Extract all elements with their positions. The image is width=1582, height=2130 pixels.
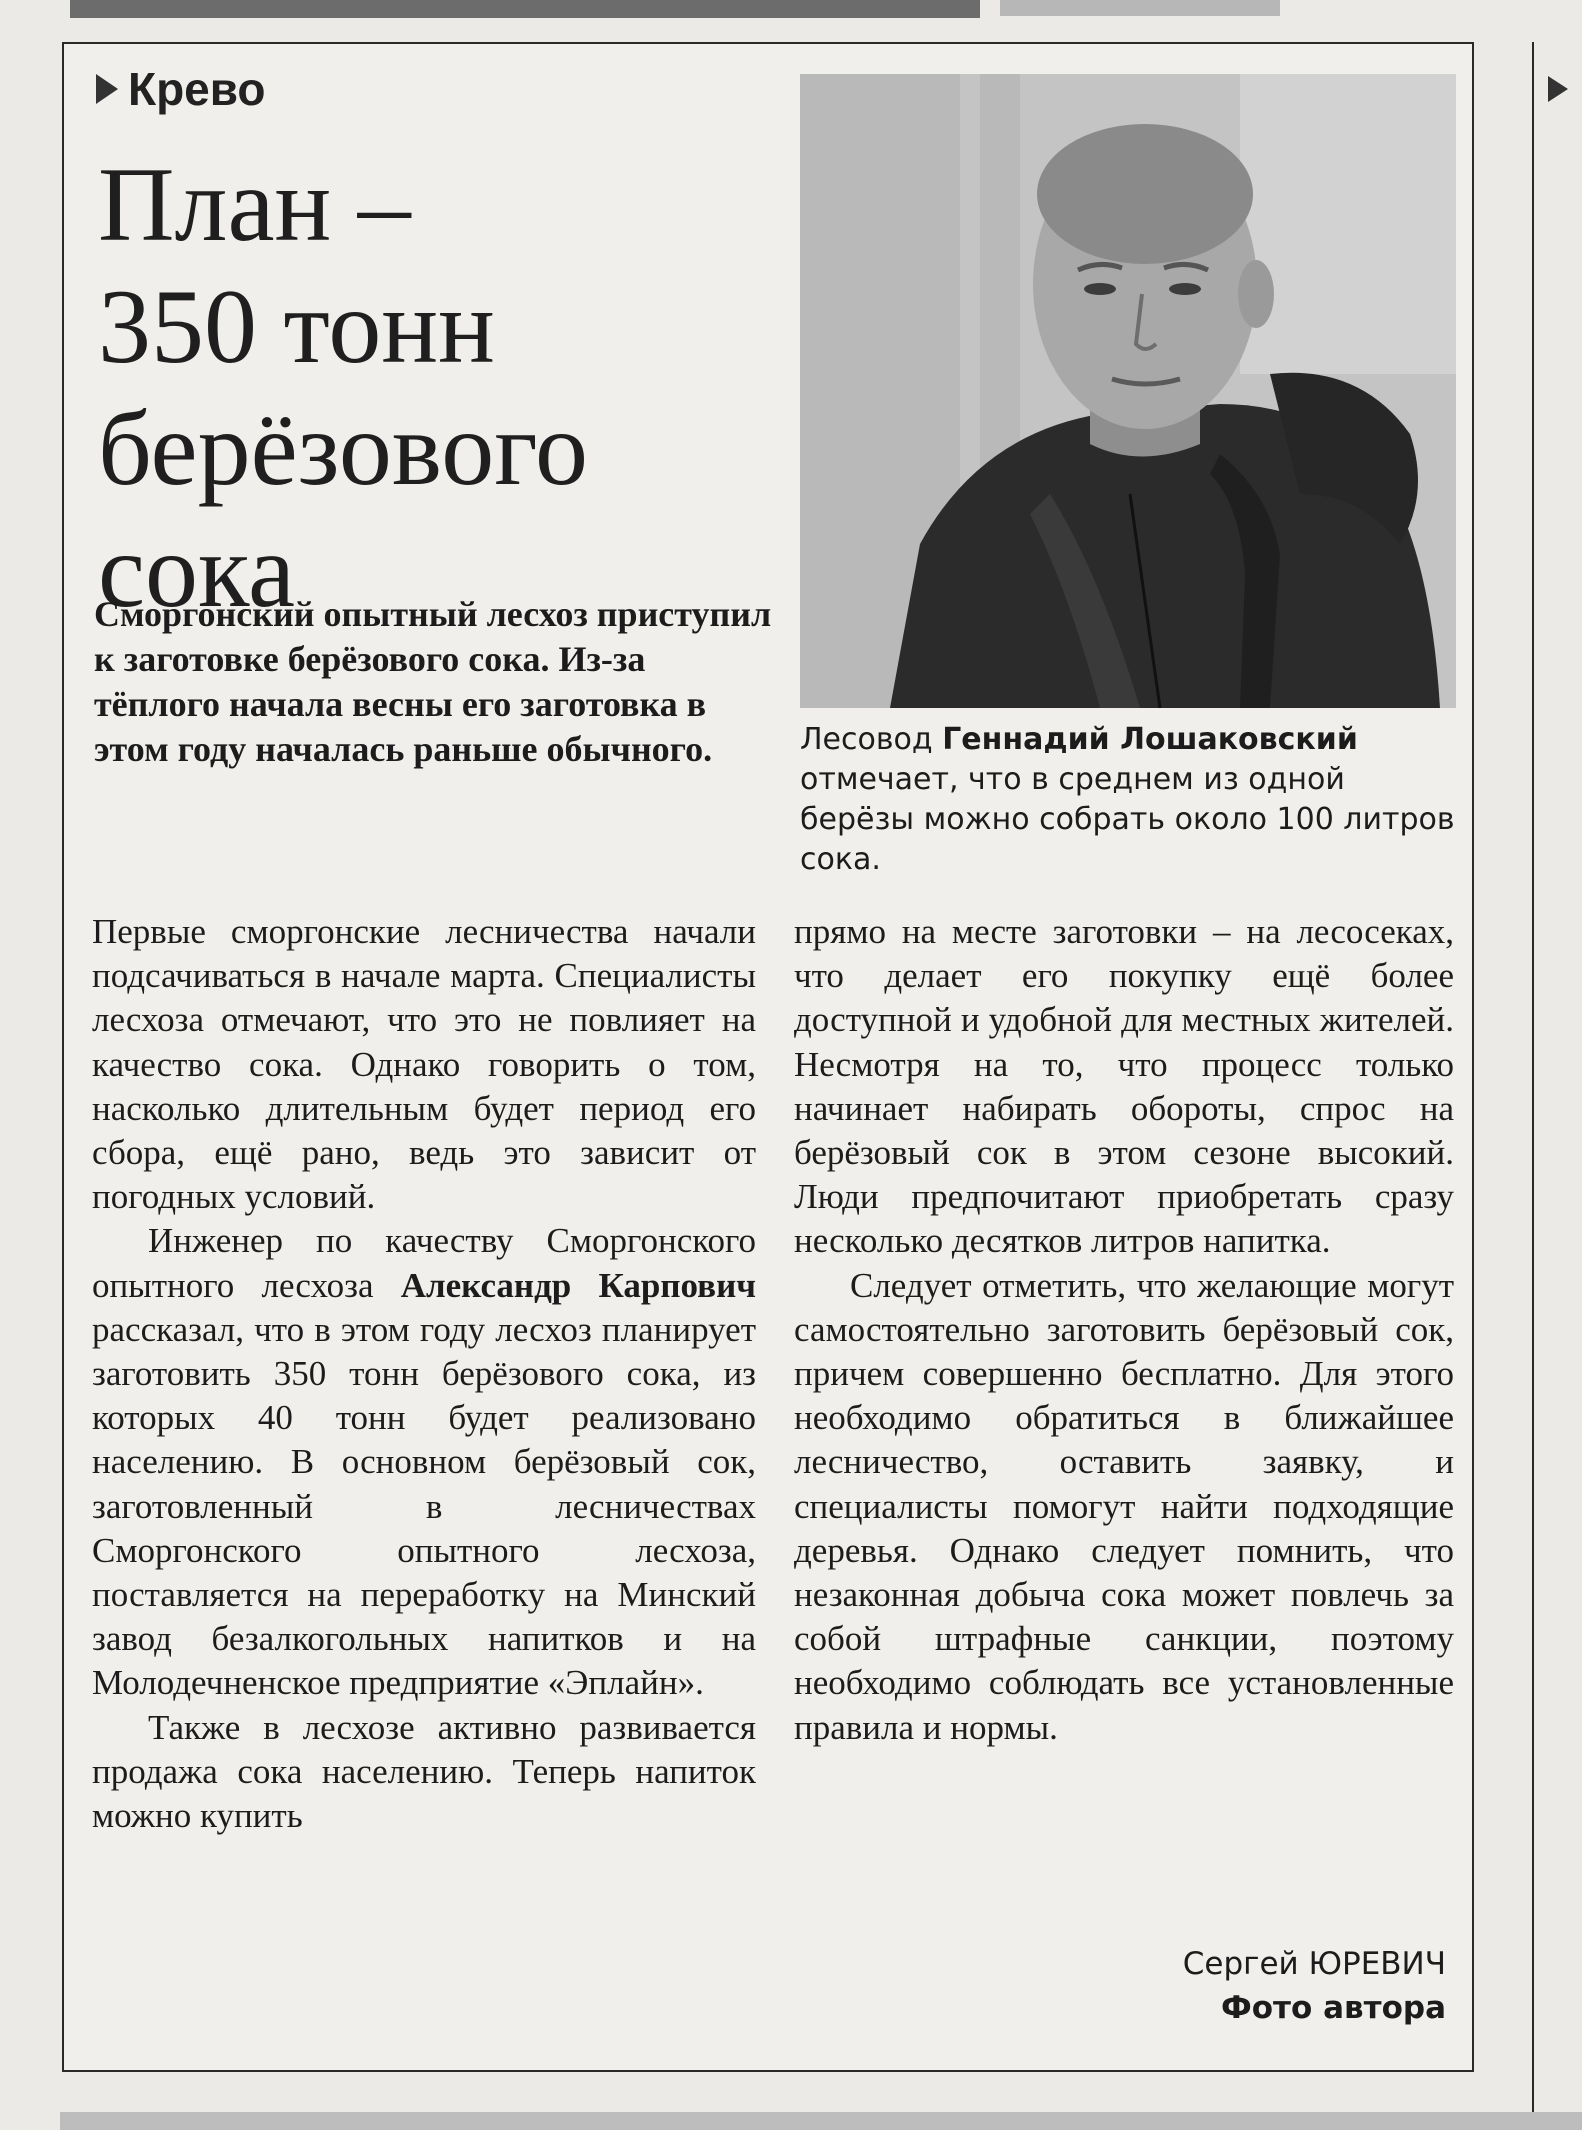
portrait-photo [800, 74, 1456, 708]
headline-line: сока [98, 512, 295, 629]
article-lead: Сморгонский опытный лесхоз приступил к заготовке берёзового сока. Из-за тёплого начала весны его заготовка в этом году началась раньше обычного. [94, 594, 772, 769]
caption-text: отмечает, что в среднем из одной берёзы можно собрать около 100 литров сока. [800, 762, 1455, 877]
caption-person-name: Геннадий Лошаковский [942, 722, 1358, 757]
section-rubric [96, 62, 266, 116]
triangle-marker-icon [1548, 76, 1568, 102]
paragraph: Первые сморгонские лесничества начали подсачиваться в начале марта. Специалисты лесхоза отмечают, что это не повлияет на качество сока. Однако говорить о том, насколько длительным будет период его сбора, ещё рано, ведь это зависит от погодных условий. [92, 912, 756, 1217]
author-name: Сергей ЮРЕВИЧ [1182, 1946, 1446, 1982]
text-column-2 [794, 910, 1454, 1750]
text-column-1 [92, 910, 756, 1838]
photo-caption [800, 720, 1456, 880]
bottom-page-edge [60, 2112, 1582, 2130]
byline [1183, 1942, 1446, 2030]
paragraph: прямо на месте заготовки – на лесосеках, что делает его покупку ещё более доступной и удобной для местных жителей. Несмотря на то, что процесс только начинает набирать обороты, спрос на берёзовый сок в этом сезоне высокий. Люди предпочитают приобретать сразу несколько десятков литров напитка. [794, 912, 1454, 1261]
paragraph [92, 1219, 756, 1705]
top-page-edge-right [1000, 0, 1280, 16]
headline-line: берёзового [98, 390, 589, 507]
headline-line: План – [98, 146, 411, 263]
paragraph-text: рассказал, что в этом году лесхоз планирует заготовить 350 тонн берёзового сока, из которых 40 тонн будет реализовано населению. В основном берёзовый сок, заготовленный в лесничествах Сморгонского опытного лесхоза, поставляется на переработку на Минский завод безалкогольных напитков и на Молодечненское предприятие «Эплайн». [92, 1309, 756, 1703]
person-name: Александр Карпович [400, 1265, 756, 1305]
newspaper-article [62, 42, 1474, 2072]
photo-credit: Фото автора [1220, 1990, 1446, 2026]
paragraph: Также в лесхозе активно развивается продажа сока населению. Теперь напиток можно купить [92, 1707, 756, 1836]
paragraph-text: Инженер по качеству Сморгонского опытного лесхоза [92, 1221, 756, 1305]
article-headline [98, 144, 738, 632]
portrait-illustration [800, 74, 1456, 708]
caption-prefix: Лесовод [800, 722, 943, 757]
adjacent-article-edge [1532, 42, 1582, 2112]
top-page-edge [70, 0, 980, 18]
rubric-label: Крево [128, 63, 266, 115]
headline-line: 350 тонн [98, 268, 495, 385]
triangle-marker-icon [96, 74, 118, 104]
paragraph: Следует отметить, что желающие могут самостоятельно заготовить берёзовый сок, причем совершенно бесплатно. Для этого необходимо обратиться в ближайшее лесничество, оставить заявку, и специалисты помогут найти подходящие деревья. Однако следует помнить, что незаконная добыча сока может повлечь за собой штрафные санкции, поэтому необходимо соблюдать все установленные правила и нормы. [794, 1265, 1454, 1747]
